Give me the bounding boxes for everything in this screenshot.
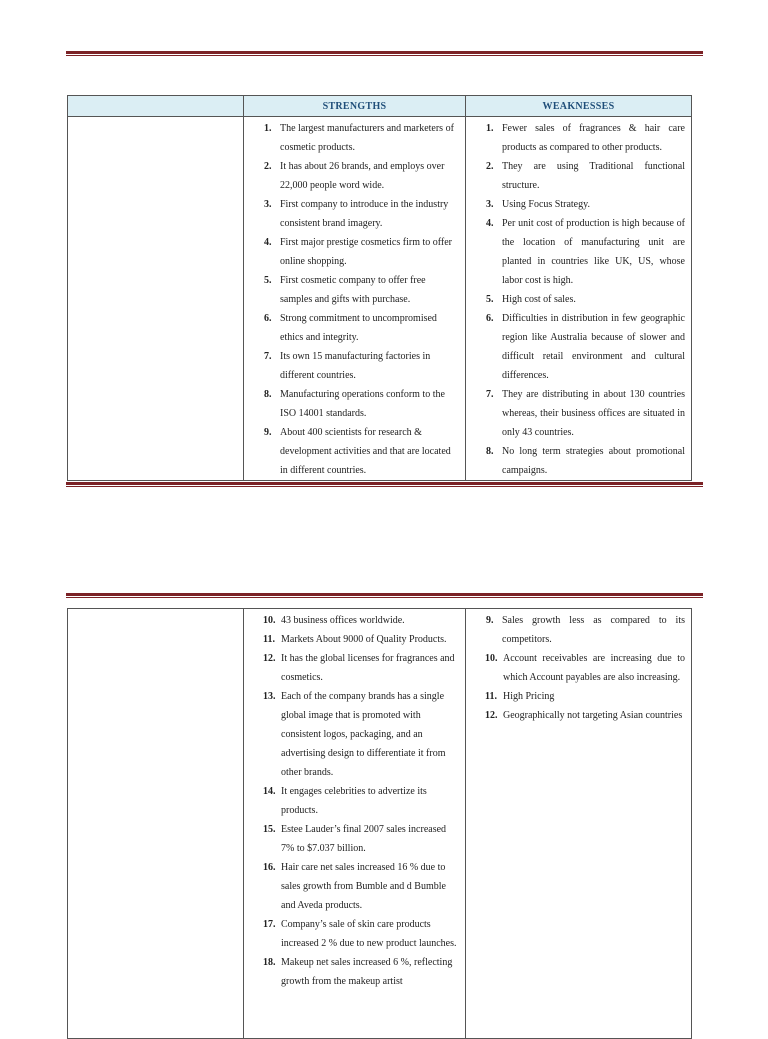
strength-item-number: 15. bbox=[263, 824, 276, 835]
swot-body-row bbox=[68, 117, 692, 481]
strength-item bbox=[244, 195, 459, 233]
strength-item-number: 5. bbox=[264, 275, 272, 286]
weakness-item bbox=[466, 157, 685, 195]
weaknesses-list-2 bbox=[466, 609, 691, 725]
weakness-item-number: 9. bbox=[486, 615, 494, 626]
strength-item bbox=[244, 385, 459, 423]
page2-top-rule bbox=[66, 593, 703, 598]
weakness-item bbox=[466, 119, 685, 157]
strength-item bbox=[244, 687, 459, 782]
weakness-item-number: 4. bbox=[486, 218, 494, 229]
strength-item bbox=[244, 271, 459, 309]
strength-item-text: Strong commitment to uncompromised ethics and integrity. bbox=[280, 313, 437, 343]
strength-item-number: 4. bbox=[264, 237, 272, 248]
weakness-item bbox=[466, 706, 685, 725]
strength-item-text: Company’s sale of skin care products increased 2 % due to new product launches. bbox=[281, 919, 457, 949]
weakness-item bbox=[466, 611, 685, 649]
page1-bottom-rule bbox=[66, 482, 703, 487]
swot-body-row-2 bbox=[68, 609, 692, 1039]
strengths-header: STRENGTHS bbox=[244, 96, 466, 117]
weakness-item bbox=[466, 442, 685, 480]
strength-item-number: 10. bbox=[263, 615, 276, 626]
strength-item-text: Markets About 9000 of Quality Products. bbox=[281, 634, 447, 645]
swot-table-page2 bbox=[67, 608, 692, 1039]
strength-item-text: It has about 26 brands, and employs over 22,000 people word wide. bbox=[280, 161, 445, 191]
strength-item-number: 6. bbox=[264, 313, 272, 324]
strength-item-text: 43 business offices worldwide. bbox=[281, 615, 405, 626]
weakness-item-number: 8. bbox=[486, 446, 494, 457]
weakness-item-text: Per unit cost of production is high because of the location of manufacturing unit are planted in countries like UK, US, whose labor cost is high. bbox=[502, 218, 685, 286]
weaknesses-list bbox=[466, 117, 691, 480]
strengths-list-2 bbox=[244, 609, 465, 991]
strength-item bbox=[244, 119, 459, 157]
weakness-item-text: No long term strategies about promotional campaigns. bbox=[502, 446, 685, 476]
strength-item bbox=[244, 858, 459, 915]
strength-item-number: 17. bbox=[263, 919, 276, 930]
swot-table-page1 bbox=[67, 95, 692, 481]
strength-item-text: It engages celebrities to advertize its products. bbox=[281, 786, 427, 816]
weakness-item-number: 10. bbox=[485, 653, 498, 664]
weakness-item bbox=[466, 309, 685, 385]
swot-header-row bbox=[68, 96, 692, 117]
strengths-cell bbox=[244, 117, 466, 481]
blank-body-cell-2 bbox=[68, 609, 244, 1039]
strength-item-number: 9. bbox=[264, 427, 272, 438]
weakness-item-text: Fewer sales of fragrances & hair care products as compared to other products. bbox=[502, 123, 685, 153]
weakness-item-text: High Pricing bbox=[503, 691, 555, 702]
strength-item-text: The largest manufacturers and marketers of cosmetic products. bbox=[280, 123, 454, 153]
weakness-item-text: Sales growth less as compared to its competitors. bbox=[502, 615, 685, 645]
strength-item bbox=[244, 630, 459, 649]
blank-header-cell bbox=[68, 96, 244, 117]
strength-item-number: 14. bbox=[263, 786, 276, 797]
strength-item-number: 8. bbox=[264, 389, 272, 400]
strength-item-number: 18. bbox=[263, 957, 276, 968]
weakness-item-number: 12. bbox=[485, 710, 498, 721]
strength-item-text: First company to introduce in the industry consistent brand imagery. bbox=[280, 199, 449, 229]
strength-item bbox=[244, 157, 459, 195]
weakness-item-text: Difficulties in distribution in few geographic region like Australia because of slower and difficult retail environment and cultural differences. bbox=[502, 313, 685, 381]
strength-item bbox=[244, 782, 459, 820]
weakness-item-text: High cost of sales. bbox=[502, 294, 576, 305]
strengths-cell-2 bbox=[244, 609, 466, 1039]
strength-item-number: 12. bbox=[263, 653, 276, 664]
weakness-item bbox=[466, 385, 685, 442]
strength-item bbox=[244, 915, 459, 953]
strength-item-number: 7. bbox=[264, 351, 272, 362]
strength-item bbox=[244, 611, 459, 630]
weaknesses-cell bbox=[466, 117, 692, 481]
weaknesses-header: WEAKNESSES bbox=[466, 96, 692, 117]
strengths-list bbox=[244, 117, 465, 480]
weakness-item-number: 5. bbox=[486, 294, 494, 305]
strength-item-number: 1. bbox=[264, 123, 272, 134]
weakness-item-number: 6. bbox=[486, 313, 494, 324]
strength-item bbox=[244, 649, 459, 687]
weakness-item bbox=[466, 687, 685, 706]
strength-item-number: 16. bbox=[263, 862, 276, 873]
strength-item-number: 3. bbox=[264, 199, 272, 210]
weakness-item-number: 7. bbox=[486, 389, 494, 400]
strength-item bbox=[244, 309, 459, 347]
weakness-item-number: 3. bbox=[486, 199, 494, 210]
strength-item-number: 2. bbox=[264, 161, 272, 172]
strength-item-text: Makeup net sales increased 6 %, reflecting growth from the makeup artist bbox=[281, 957, 453, 987]
blank-body-cell bbox=[68, 117, 244, 481]
weakness-item-text: They are using Traditional functional structure. bbox=[502, 161, 685, 191]
strength-item bbox=[244, 820, 459, 858]
strength-item-text: Hair care net sales increased 16 % due to sales growth from Bumble and d Bumble and Aveda products. bbox=[281, 862, 446, 911]
weakness-item bbox=[466, 214, 685, 290]
strength-item-text: It has the global licenses for fragrances and cosmetics. bbox=[281, 653, 455, 683]
strength-item-number: 11. bbox=[263, 634, 275, 645]
weakness-item-text: Using Focus Strategy. bbox=[502, 199, 590, 210]
strength-item bbox=[244, 347, 459, 385]
weakness-item-text: Account receivables are increasing due to which Account payables are also increasing. bbox=[503, 653, 685, 683]
strength-item bbox=[244, 423, 459, 480]
weakness-item bbox=[466, 649, 685, 687]
weakness-item-text: Geographically not targeting Asian countries bbox=[503, 710, 683, 721]
strength-item-text: Each of the company brands has a single global image that is promoted with consistent logos, packaging, and an advertising design to differentiate it from other brands. bbox=[281, 691, 446, 778]
strength-item bbox=[244, 953, 459, 991]
weakness-item-text: They are distributing in about 130 countries whereas, their business offices are situated in only 43 countries. bbox=[502, 389, 685, 438]
weakness-item-number: 2. bbox=[486, 161, 494, 172]
strength-item bbox=[244, 233, 459, 271]
strength-item-text: Its own 15 manufacturing factories in different countries. bbox=[280, 351, 431, 381]
weakness-item-number: 11. bbox=[485, 691, 497, 702]
weakness-item bbox=[466, 290, 685, 309]
weakness-item bbox=[466, 195, 685, 214]
strength-item-text: First major prestige cosmetics firm to offer online shopping. bbox=[280, 237, 452, 267]
strength-item-text: Manufacturing operations conform to the ISO 14001 standards. bbox=[280, 389, 445, 419]
weakness-item-number: 1. bbox=[486, 123, 494, 134]
strength-item-number: 13. bbox=[263, 691, 276, 702]
strength-item-text: About 400 scientists for research & development activities and that are located in different countries. bbox=[280, 427, 451, 476]
page1-top-rule bbox=[66, 51, 703, 56]
weaknesses-cell-2 bbox=[466, 609, 692, 1039]
strength-item-text: First cosmetic company to offer free samples and gifts with purchase. bbox=[280, 275, 426, 305]
strength-item-text: Estee Lauder’s final 2007 sales increased 7% to $7.037 billion. bbox=[281, 824, 447, 854]
